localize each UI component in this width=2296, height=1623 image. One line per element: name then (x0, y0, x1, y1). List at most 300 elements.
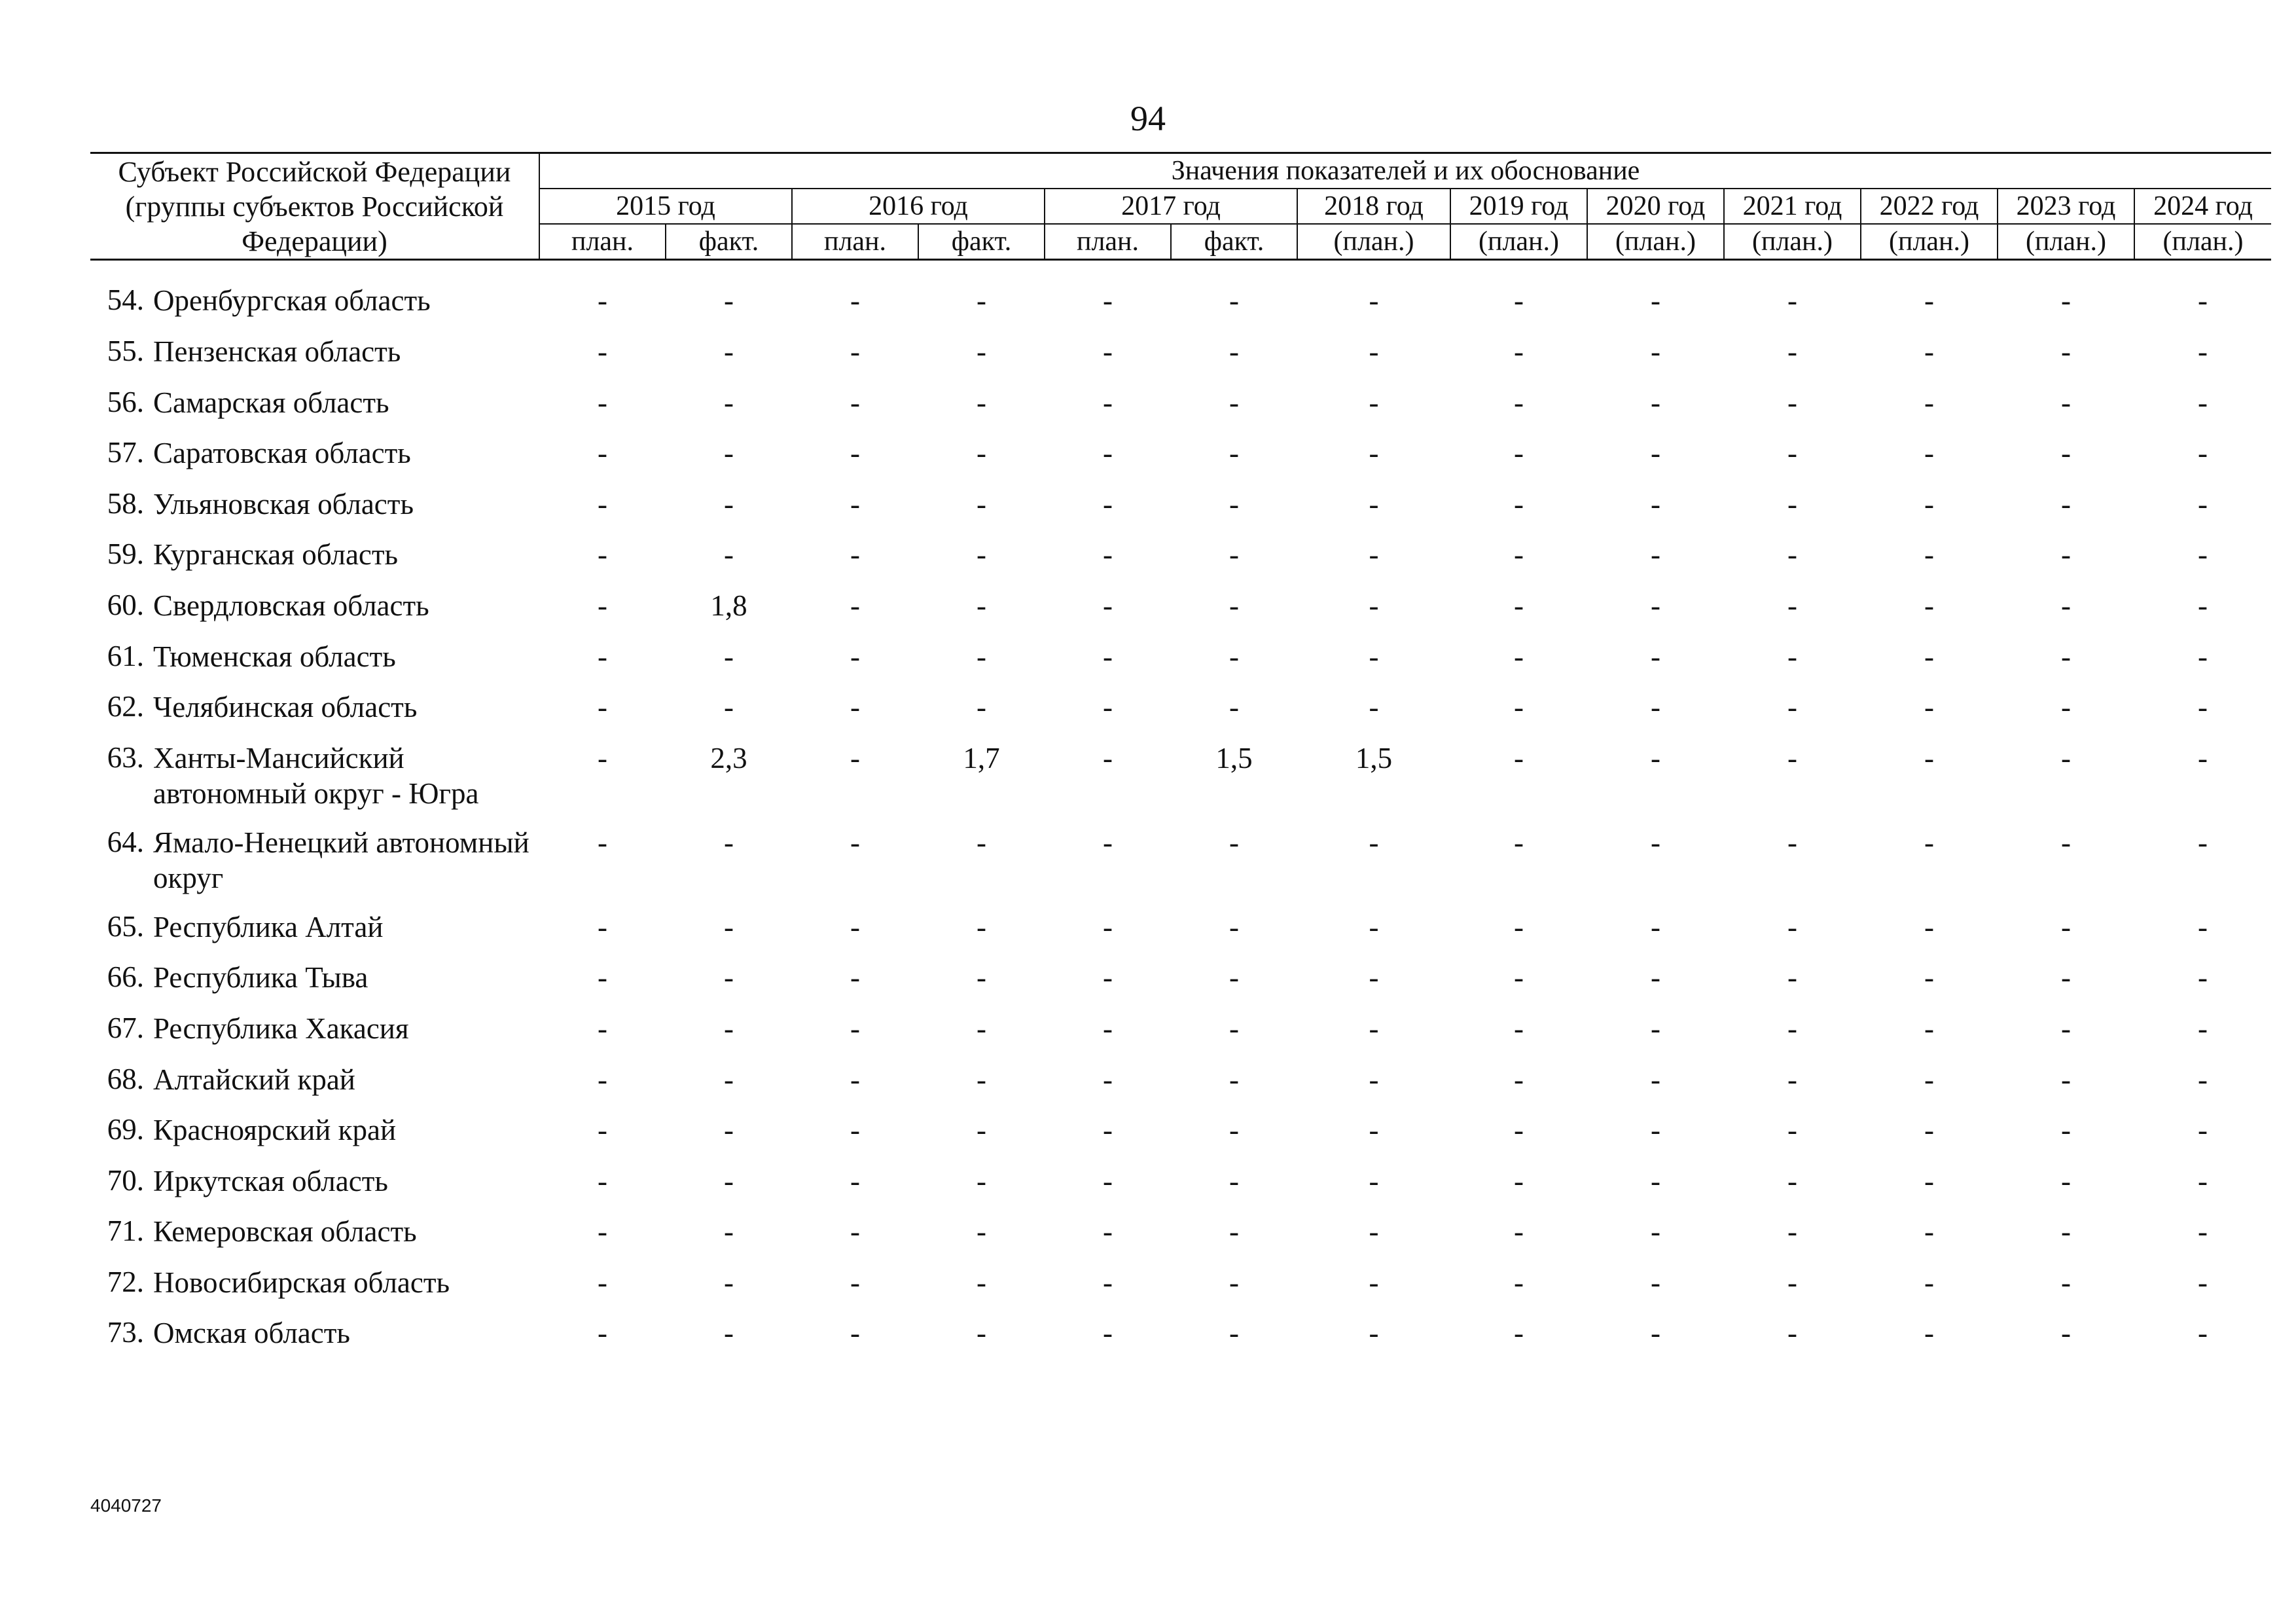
value-cell: - (1103, 1164, 1113, 1197)
table-row (90, 588, 2271, 639)
value-cell: - (1651, 386, 1660, 419)
value-cell: - (2061, 1215, 2071, 1249)
value-cell: - (1103, 538, 1113, 572)
plan-note-2022: (план.) (1861, 224, 1998, 260)
region-name: Кемеровская область (153, 1215, 417, 1249)
value-cell: - (1514, 386, 1524, 419)
region-name: Красноярский край (153, 1114, 397, 1147)
value-cell: - (850, 1164, 860, 1197)
value-cell: - (977, 826, 986, 859)
value-cell: - (1787, 487, 1797, 520)
fact-header-2015: факт. (666, 224, 792, 260)
value-cell: - (1514, 1164, 1524, 1197)
plan-note-2019: (план.) (1450, 224, 1587, 260)
value-cell: - (1787, 1114, 1797, 1147)
value-cell: 1,8 (710, 589, 747, 622)
value-cell: - (598, 386, 607, 419)
value-cell: - (2061, 1063, 2071, 1096)
value-cell: - (1229, 691, 1239, 724)
value-cell: - (1229, 284, 1239, 318)
value-cell: - (850, 284, 860, 318)
value-cell: - (1787, 640, 1797, 673)
year-header-2024: 2024 год (2134, 189, 2271, 224)
value-cell: - (2198, 691, 2208, 724)
value-cell: - (724, 640, 734, 673)
value-cell: - (2061, 961, 2071, 994)
value-cell: - (1369, 826, 1379, 859)
value-cell: - (598, 910, 607, 943)
value-cell: - (1924, 1012, 1934, 1045)
value-cell: - (1787, 961, 1797, 994)
value-cell: - (1924, 910, 1934, 943)
value-cell: - (2198, 1063, 2208, 1096)
value-cell: - (724, 1266, 734, 1299)
value-cell: - (2198, 487, 2208, 520)
value-cell: - (1103, 1317, 1113, 1350)
year-header-2019: 2019 год (1450, 189, 1587, 224)
value-cell: - (1514, 640, 1524, 673)
value-cell: - (2198, 1266, 2208, 1299)
value-cell: - (1229, 487, 1239, 520)
value-cell: - (1369, 589, 1379, 622)
row-number: 63. (107, 740, 144, 774)
table-row (90, 537, 2271, 588)
value-cell: - (598, 1215, 607, 1249)
value-cell: - (1369, 1317, 1379, 1350)
value-cell: - (1651, 487, 1660, 520)
value-cell: - (1369, 538, 1379, 572)
value-cell: - (1229, 640, 1239, 673)
value-cell: - (977, 640, 986, 673)
value-cell: - (2061, 487, 2071, 520)
value-cell: - (1787, 284, 1797, 318)
value-cell: - (1103, 335, 1113, 368)
value-cell: - (1229, 1266, 1239, 1299)
value-cell: - (1651, 437, 1660, 470)
value-cell: - (1651, 1012, 1660, 1045)
page-number: 94 (1130, 99, 1166, 138)
row-number: 65. (107, 909, 144, 943)
year-header-2015: 2015 год (539, 189, 792, 224)
plan-note-2021: (план.) (1724, 224, 1861, 260)
row-number: 72. (107, 1265, 144, 1298)
value-cell: - (1229, 1012, 1239, 1045)
value-cell: - (850, 826, 860, 859)
value-cell: - (724, 335, 734, 368)
value-cell: 2,3 (710, 741, 747, 775)
value-cell: - (977, 1215, 986, 1249)
value-cell: - (1103, 1063, 1113, 1096)
value-cell: - (1924, 1215, 1934, 1249)
value-cell: - (1514, 691, 1524, 724)
plan-note-2018: (план.) (1297, 224, 1450, 260)
region-name: Саратовская область (153, 437, 411, 470)
value-cell: - (850, 1012, 860, 1045)
value-cell: - (1787, 1012, 1797, 1045)
value-cell: - (1103, 691, 1113, 724)
value-cell: - (850, 691, 860, 724)
row-number: 58. (107, 486, 144, 520)
value-cell: - (1514, 1063, 1524, 1096)
value-cell: - (598, 335, 607, 368)
value-cell: - (850, 640, 860, 673)
table-row (90, 385, 2271, 436)
value-cell: - (724, 1164, 734, 1197)
value-cell: - (2198, 1215, 2208, 1249)
value-cell: - (1103, 1215, 1113, 1249)
table-row (90, 1011, 2271, 1062)
value-cell: - (850, 589, 860, 622)
table-row (90, 689, 2271, 740)
value-cell: - (1369, 487, 1379, 520)
year-header-2020: 2020 год (1587, 189, 1724, 224)
value-cell: - (1651, 589, 1660, 622)
value-cell: - (598, 741, 607, 775)
value-cell: - (2198, 826, 2208, 859)
value-cell: - (1514, 284, 1524, 318)
table-row (90, 283, 2271, 334)
value-cell: - (1229, 961, 1239, 994)
value-cell: - (977, 386, 986, 419)
value-cell: - (1369, 691, 1379, 724)
value-cell: - (724, 1114, 734, 1147)
value-cell: - (1103, 437, 1113, 470)
value-cell: - (2198, 1317, 2208, 1350)
value-cell: - (2198, 538, 2208, 572)
plan-header-2015: план. (539, 224, 666, 260)
value-cell: - (1103, 1012, 1113, 1045)
value-cell: - (850, 487, 860, 520)
value-cell: - (1924, 1317, 1934, 1350)
value-cell: - (1103, 487, 1113, 520)
value-cell: - (2061, 437, 2071, 470)
value-cell: - (1924, 1063, 1934, 1096)
value-cell: - (724, 826, 734, 859)
value-cell: - (1514, 961, 1524, 994)
table-row (90, 1315, 2271, 1366)
value-cell: - (1651, 1164, 1660, 1197)
region-name: Иркутская область (153, 1164, 388, 1197)
row-number: 55. (107, 334, 144, 367)
value-cell: - (2061, 284, 2071, 318)
value-cell: - (1787, 741, 1797, 775)
region-name: Свердловская область (153, 589, 429, 622)
value-cell: - (1514, 741, 1524, 775)
table-header (90, 152, 2271, 261)
table-row (90, 639, 2271, 690)
value-cell: - (598, 284, 607, 318)
value-cell: - (2198, 961, 2208, 994)
value-cell: - (977, 1114, 986, 1147)
plan-header-2017: план. (1045, 224, 1171, 260)
value-cell: - (724, 284, 734, 318)
value-cell: - (1229, 1063, 1239, 1096)
value-cell: - (1514, 538, 1524, 572)
value-cell: - (850, 961, 860, 994)
value-cell: - (724, 1063, 734, 1096)
value-cell: - (850, 386, 860, 419)
value-cell: - (2061, 1164, 2071, 1197)
value-cell: - (1514, 826, 1524, 859)
value-cell: - (2061, 386, 2071, 419)
value-cell: - (977, 1317, 986, 1350)
value-cell: - (850, 741, 860, 775)
value-cell: - (2198, 589, 2208, 622)
region-name: Челябинская область (153, 691, 418, 724)
value-cell: - (1229, 1215, 1239, 1249)
value-cell: - (977, 1266, 986, 1299)
plan-header-2016: план. (792, 224, 918, 260)
document-code: 4040727 (90, 1495, 162, 1516)
value-cell: - (1369, 640, 1379, 673)
value-cell: - (598, 1063, 607, 1096)
value-cell: - (1514, 910, 1524, 943)
row-number: 67. (107, 1011, 144, 1044)
value-cell: - (1369, 284, 1379, 318)
value-cell: - (1369, 1266, 1379, 1299)
value-cell: - (1651, 910, 1660, 943)
value-cell: - (1229, 386, 1239, 419)
value-cell: - (1369, 335, 1379, 368)
value-cell: - (1369, 1114, 1379, 1147)
row-number: 70. (107, 1163, 144, 1197)
value-cell: - (2198, 437, 2208, 470)
region-name: Новосибирская область (153, 1266, 450, 1299)
value-cell: - (1924, 284, 1934, 318)
value-cell: - (724, 437, 734, 470)
value-cell: - (850, 335, 860, 368)
value-cell: - (1369, 961, 1379, 994)
value-cell: - (724, 910, 734, 943)
value-cell: - (1787, 437, 1797, 470)
value-cell: - (1651, 538, 1660, 572)
value-cell: - (1369, 1164, 1379, 1197)
table-row (90, 825, 2271, 909)
value-cell: - (2061, 741, 2071, 775)
value-cell: - (977, 335, 986, 368)
table-row (90, 1265, 2271, 1316)
value-cell: - (1651, 1114, 1660, 1147)
value-cell: - (1103, 386, 1113, 419)
value-cell: - (1924, 961, 1934, 994)
row-number: 64. (107, 825, 144, 858)
value-cell: - (1514, 1114, 1524, 1147)
value-cell: - (2198, 1114, 2208, 1147)
indicators-table (90, 152, 2265, 1366)
value-cell: - (850, 1063, 860, 1096)
value-cell: - (2061, 1266, 2071, 1299)
value-cell: - (1369, 1063, 1379, 1096)
value-cell: - (1514, 1317, 1524, 1350)
value-cell: - (1787, 1164, 1797, 1197)
row-number: 59. (107, 538, 144, 571)
region-name: Ханты-Мансийский автономный округ - Югра (153, 741, 479, 810)
table-row (90, 1062, 2271, 1113)
value-cell: - (850, 1317, 860, 1350)
value-cell: - (2061, 1114, 2071, 1147)
value-cell: - (2061, 335, 2071, 368)
value-cell: - (977, 1164, 986, 1197)
value-cell: - (1514, 1012, 1524, 1045)
value-cell: - (977, 284, 986, 318)
table-row (90, 740, 2271, 825)
value-cell: - (1924, 487, 1934, 520)
value-cell: - (1514, 487, 1524, 520)
value-cell: - (1651, 335, 1660, 368)
plan-note-2024: (план.) (2134, 224, 2271, 260)
value-cell: - (1787, 826, 1797, 859)
row-number: 73. (107, 1316, 144, 1349)
row-number: 56. (107, 385, 144, 418)
value-cell: - (598, 826, 607, 859)
value-cell: - (598, 691, 607, 724)
value-cell: - (1787, 1215, 1797, 1249)
value-cell: - (977, 487, 986, 520)
value-cell: - (1924, 1114, 1934, 1147)
table-row (90, 960, 2271, 1011)
region-name: Ульяновская область (153, 487, 414, 520)
row-number: 60. (107, 588, 144, 621)
value-cell: - (1924, 741, 1934, 775)
value-cell: - (2198, 910, 2208, 943)
value-cell: - (724, 487, 734, 520)
value-cell: - (1787, 386, 1797, 419)
value-cell: - (724, 386, 734, 419)
value-cell: - (1651, 640, 1660, 673)
value-cell: - (724, 1012, 734, 1045)
year-header-2022: 2022 год (1861, 189, 1998, 224)
value-cell: - (850, 910, 860, 943)
value-cell: - (1369, 437, 1379, 470)
value-cell: - (1924, 1164, 1934, 1197)
region-name: Республика Тыва (153, 961, 368, 994)
value-cell: - (1229, 1114, 1239, 1147)
value-cell: - (1924, 1266, 1934, 1299)
value-cell: - (2061, 826, 2071, 859)
value-cell: - (1514, 335, 1524, 368)
value-cell: - (1651, 691, 1660, 724)
value-cell: - (1229, 1317, 1239, 1350)
value-cell: - (1514, 1215, 1524, 1249)
value-cell: - (598, 1164, 607, 1197)
plan-note-2023: (план.) (1998, 224, 2134, 260)
value-cell: - (1229, 589, 1239, 622)
value-cell: - (1651, 826, 1660, 859)
row-number: 68. (107, 1062, 144, 1095)
value-cell: - (977, 691, 986, 724)
row-number: 57. (107, 436, 144, 469)
value-cell: - (1787, 589, 1797, 622)
value-cell: - (850, 1114, 860, 1147)
value-cell: - (2198, 284, 2208, 318)
region-name: Оренбургская область (153, 284, 431, 318)
value-cell: - (977, 1012, 986, 1045)
value-cell: - (1651, 284, 1660, 318)
value-cell: - (977, 910, 986, 943)
value-cell: - (1229, 1164, 1239, 1197)
table-row (90, 435, 2271, 486)
value-cell: 1,5 (1355, 741, 1393, 775)
value-cell: - (598, 1114, 607, 1147)
row-number: 69. (107, 1113, 144, 1146)
value-cell: - (1103, 741, 1113, 775)
row-number: 62. (107, 690, 144, 723)
value-cell: - (1229, 538, 1239, 572)
value-cell: - (1229, 335, 1239, 368)
fact-header-2016: факт. (918, 224, 1045, 260)
value-cell: - (1651, 961, 1660, 994)
value-cell: - (2061, 691, 2071, 724)
value-cell: - (1924, 589, 1934, 622)
value-cell: - (2061, 589, 2071, 622)
table-row (90, 1112, 2271, 1163)
value-cell: - (2061, 538, 2071, 572)
value-cell: - (2198, 741, 2208, 775)
subject-column-header: Субъект Российской Федерации (группы субъектов Российской Федерации) (90, 153, 539, 260)
region-name: Республика Хакасия (153, 1012, 409, 1045)
table-body (90, 283, 2271, 1366)
value-cell: - (724, 1317, 734, 1350)
table-row (90, 1214, 2271, 1265)
value-cell: - (1103, 1114, 1113, 1147)
value-cell: - (1924, 640, 1934, 673)
region-name: Пензенская область (153, 335, 401, 368)
region-name: Самарская область (153, 386, 389, 419)
year-header-2017: 2017 год (1045, 189, 1297, 224)
value-cell: - (724, 961, 734, 994)
value-cell: - (1787, 1317, 1797, 1350)
value-cell: - (2061, 1012, 2071, 1045)
year-header-2016: 2016 год (792, 189, 1045, 224)
value-cell: - (977, 1063, 986, 1096)
year-header-2023: 2023 год (1998, 189, 2134, 224)
value-cell: - (1787, 335, 1797, 368)
row-number: 54. (107, 283, 144, 317)
table-row (90, 909, 2271, 960)
value-cell: - (1651, 1266, 1660, 1299)
value-cell: - (1787, 538, 1797, 572)
value-cell: - (850, 437, 860, 470)
value-cell: - (598, 538, 607, 572)
value-cell: - (724, 538, 734, 572)
value-cell: 1,5 (1215, 741, 1253, 775)
value-cell: - (1924, 335, 1934, 368)
value-cell: - (1103, 640, 1113, 673)
value-cell: - (1514, 1266, 1524, 1299)
value-cell: - (977, 589, 986, 622)
value-cell: - (2198, 640, 2208, 673)
value-cell: - (1787, 910, 1797, 943)
table-row (90, 334, 2271, 385)
value-cell: - (2198, 335, 2208, 368)
plan-note-2020: (план.) (1587, 224, 1724, 260)
year-header-2018: 2018 год (1297, 189, 1450, 224)
value-cell: - (850, 1215, 860, 1249)
table-row (90, 1163, 2271, 1214)
region-name: Тюменская область (153, 640, 396, 673)
value-cell: - (598, 1317, 607, 1350)
row-number: 66. (107, 960, 144, 994)
row-number: 71. (107, 1214, 144, 1248)
value-cell: - (1651, 1317, 1660, 1350)
value-cell: - (1514, 589, 1524, 622)
value-cell: 1,7 (963, 741, 1000, 775)
value-cell: - (1787, 1063, 1797, 1096)
value-cell: - (598, 437, 607, 470)
value-cell: - (977, 437, 986, 470)
value-cell: - (598, 589, 607, 622)
value-cell: - (1369, 1012, 1379, 1045)
